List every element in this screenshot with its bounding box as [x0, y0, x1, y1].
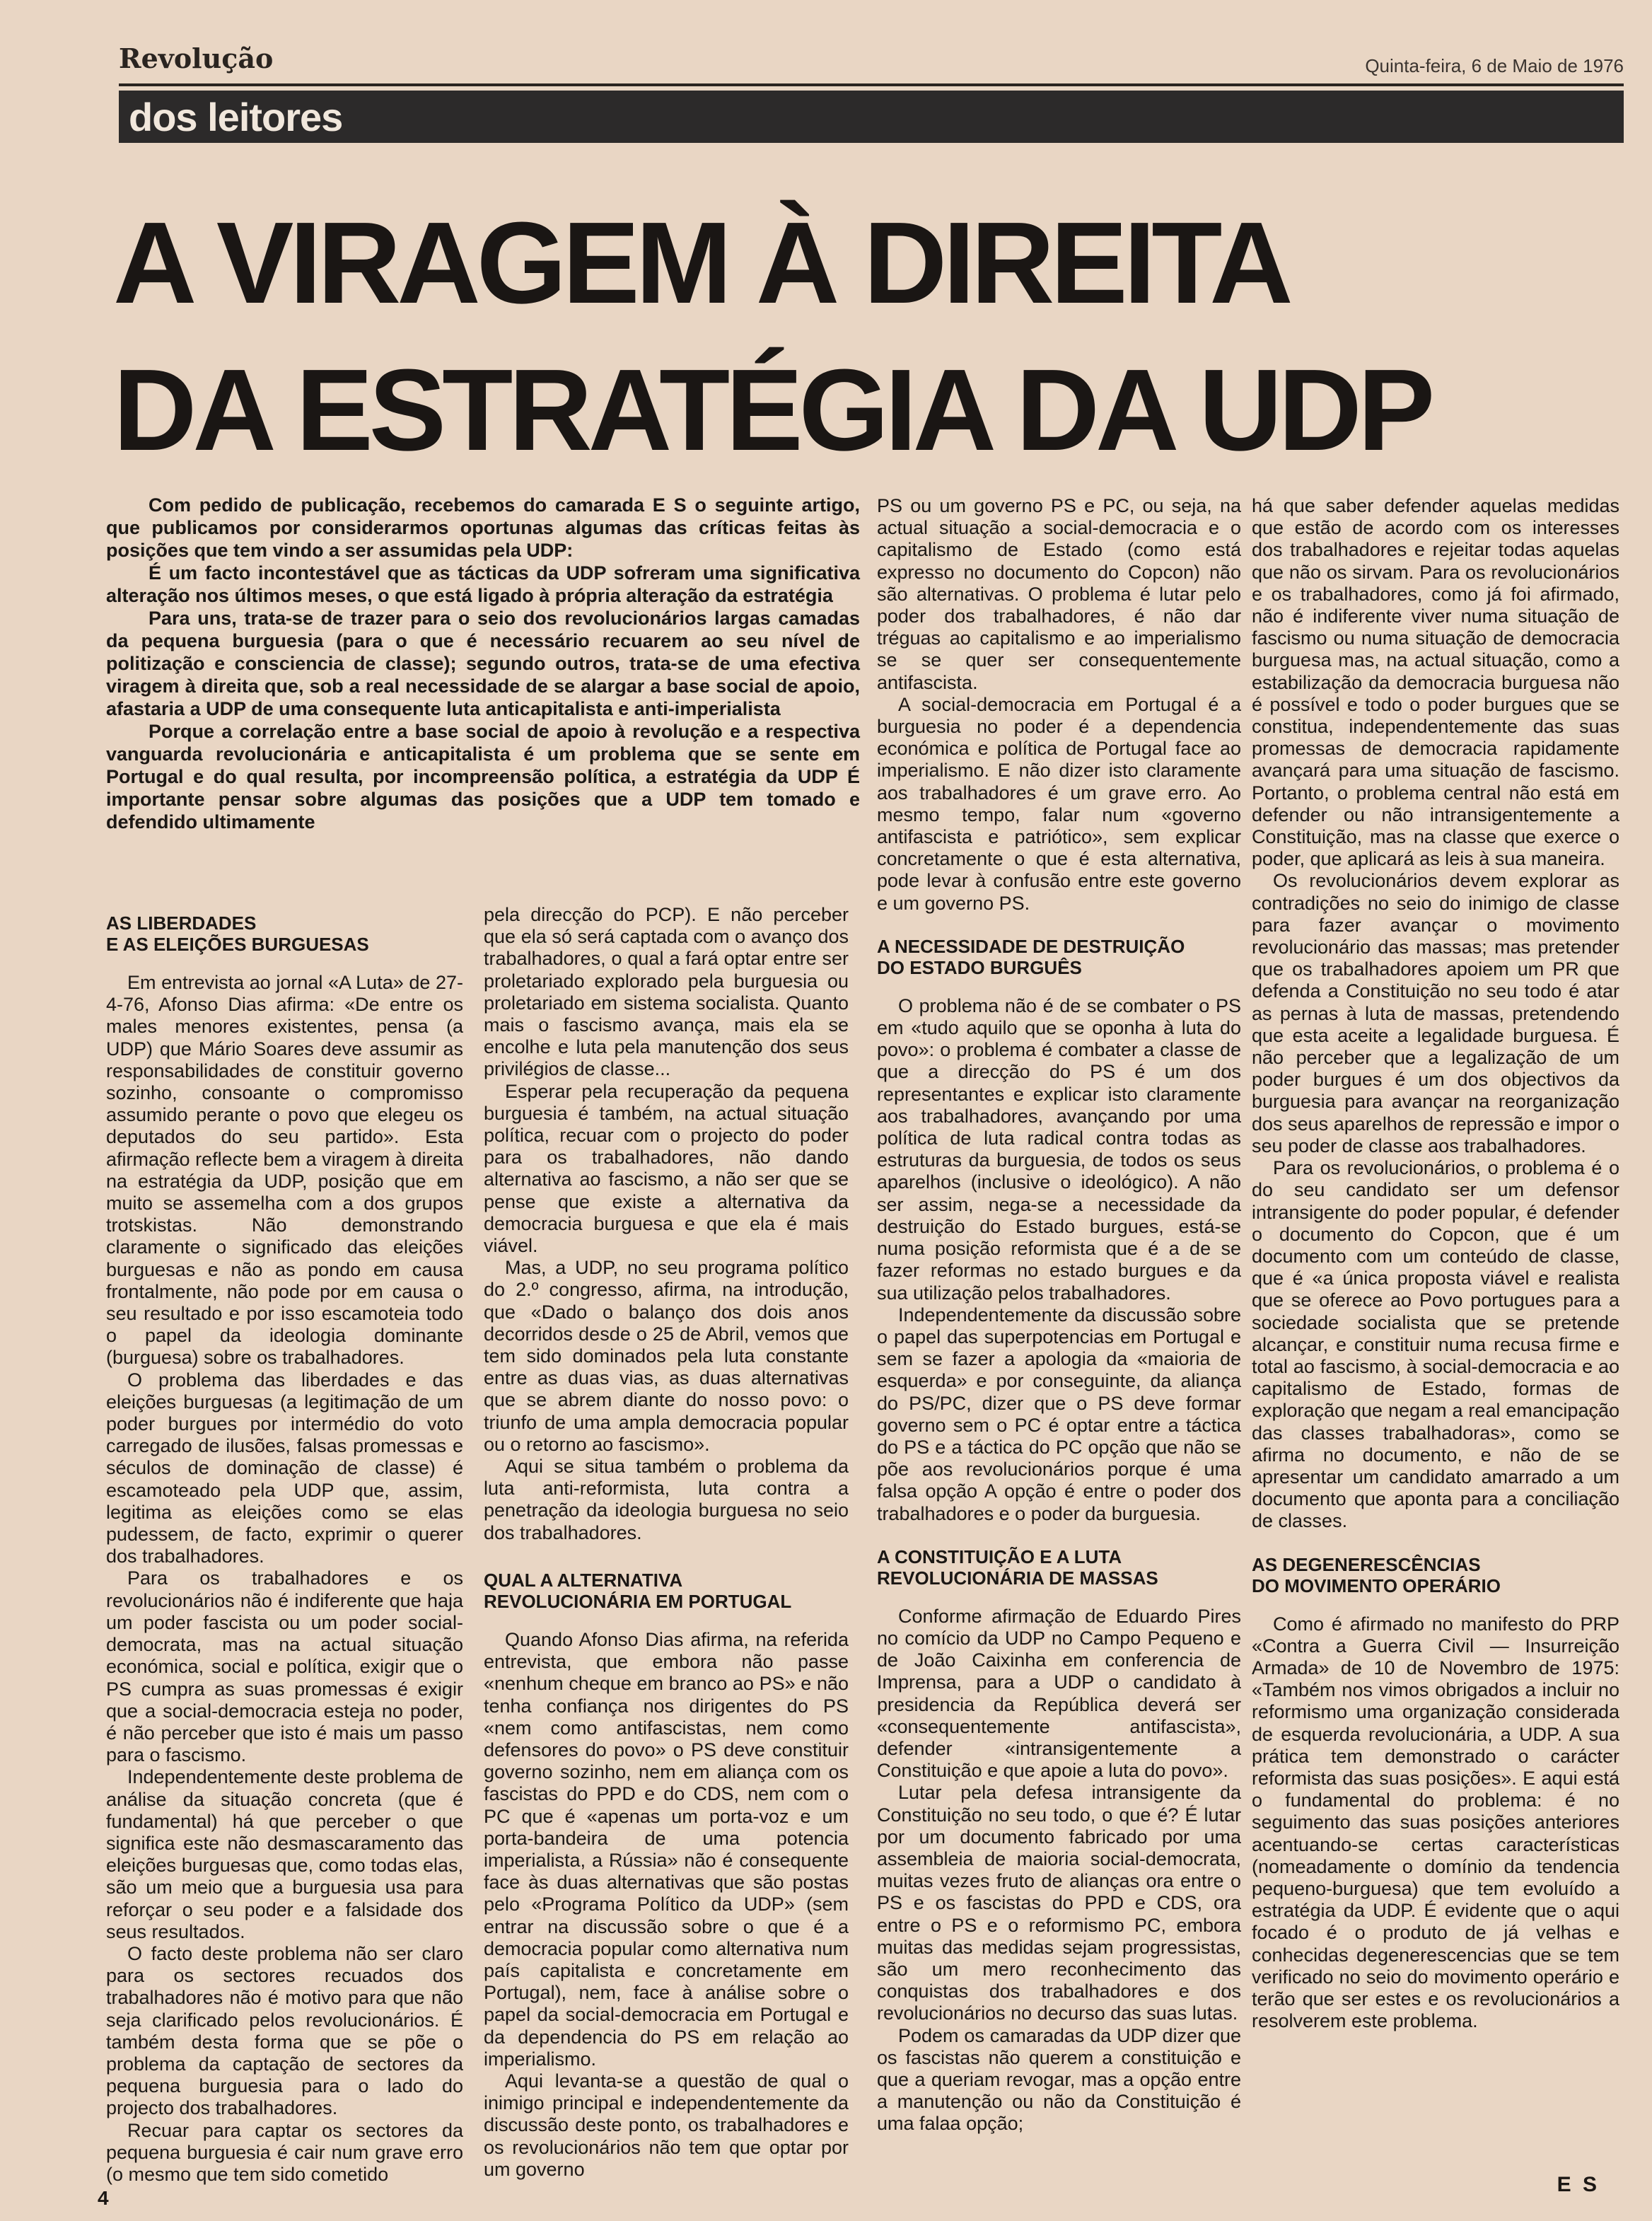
body-paragraph: Lutar pela defesa intransigente da Constituição no seu todo, o que é? É lutar por um documento fabricado por uma assembleia de maioria social-democrata, muitas vezes fruto de alianças ora entre o PS e os fascistas do PPD e CDS, ora entre o PS e o reformismo PC, embora muitas das medidas sejam progressistas, são um mero reconhecimento das conquistas dos trabalhadores e dos revolucionários no decurso das suas lutas. [877, 1782, 1241, 2024]
body-paragraph: Para os revolucionários, o problema é o do seu candidato ser um defensor intransigente do poder popular, é defender o documento do Copcon, que é um documento com um conteúdo de classe, que é «a única proposta viável e realista que se oferece ao Povo portugues para a sociedade socialista que se pretende alcançar, e constituir numa recusa firme e total ao fascismo, à social-democracia e ao capitalismo de Estado, formas de exploração que negam a real emancipação das classes trabalhadoras», como se afirma no documento, e não de se apresentar um candidato amarrado a um documento que aponta para a conciliação de classes. [1252, 1157, 1619, 1532]
column-4 [1252, 495, 1619, 2032]
body-paragraph: A social-democracia em Portugal é a burguesia no poder é a dependencia económica e política de Portugal face ao imperialismo. E não dizer isto claramente aos trabalhadores é um grave erro. Ao mesmo tempo, falar num «governo antifascista e patriótico», sem explicar concretamente o que é esta alternativa, pode levar à confusão entre este governo e um governo PS. [877, 693, 1241, 914]
masthead: Revolução [119, 42, 274, 74]
subheading-line: A CONSTITUIÇÃO E A LUTA [877, 1546, 1122, 1567]
subheading-line: DO ESTADO BURGUÊS [877, 956, 1082, 978]
page-number: 4 [98, 2187, 109, 2209]
body-paragraph: Recuar para captar os sectores da pequena burguesia é cair num grave erro (o mesmo que tem sido cometido [106, 2119, 463, 2185]
body-paragraph: O facto deste problema não ser claro para os sectores recuados dos trabalhadores não é motivo para que não seja clarificado pelos revolucionários. É também desta forma que se põe o problema da captação de sectores da pequena burguesia para o lado do projecto dos trabalhadores. [106, 1942, 463, 2119]
subheading-line: DO MOVIMENTO OPERÁRIO [1252, 1575, 1501, 1596]
body-paragraph: Como é afirmado no manifesto do PRP «Contra a Guerra Civil — Insurreição Armada» de 10 de Novembro de 1975: «Também nos vimos obrigados a incluir no reformismo uma organização considerada de esquerda revolucionária, a UDP. A sua prática tem demonstrado o carácter reformista das suas posições». E aqui está o fundamental do problema: é no seguimento das suas posições anteriores acentuando-se certas características (nomeadamente o domínio da tendencia pequeno-burguesa) que tem evoluído a estratégia da UDP. É evidente que o aqui focado é o produto de já velhas e conhecidas degenerescencias que se tem verificado no seio do movimento operário e terão que ser estes e os revolucionários a resolverem este problema. [1252, 1613, 1619, 2032]
body-paragraph: Esperar pela recuperação da pequena burguesia é também, na actual situação política, recuar com o projecto do poder para os trabalhadores, não dando alternativa ao fascismo, a não ser que se pense que existe a alternativa da democracia burguesa e que ela é mais viável. [484, 1080, 849, 1257]
body-paragraph: pela direcção do PCP). E não perceber que ela só será captada com o avanço dos trabalhadores, o qual a fará optar entre ser proletariado explorado pela burguesia ou proletariado em sistema socialista. Quanto mais o fascismo avança, mais ela se encolhe e luta pela manutenção dos seus privilégios de classe... [484, 904, 849, 1080]
section-bar [119, 91, 1624, 143]
body-paragraph: Mas, a UDP, no seu programa político do 2.º congresso, afirma, na introdução, que «Dado o balanço dos dois anos decorridos desde o 25 de Abril, vemos que tem sido dominados pela luta constante entre as duas vias, as duas alternativas que se abrem diante do nosso povo: o triunfo de uma ampla democracia popular ou o retorno ao fascismo». [484, 1257, 849, 1455]
intro-paragraph: Para uns, trata-se de trazer para o seio dos revolucionários largas camadas da pequena burguesia (para o que é necessário recuarem ao seu nível de politização e consciencia de classe); segundo outros, trata-se de uma efectiva viragem à direita que, sob a real necessidade de se alargar a base social de apoio, afastaria a UDP de uma consequente luta anticapitalista e anti-imperialista [106, 608, 860, 719]
column-2 [484, 904, 849, 2181]
body-paragraph: Independentemente deste problema de análise da situação concreta (que é fundamental) há que perceber o que significa este não desmascaramento das eleições burguesas que, como todas elas, são um meio que a burguesia usa para reforçar o seu poder e a falsidade dos seus resultados. [106, 1766, 463, 1942]
body-paragraph: PS ou um governo PS e PC, ou seja, na actual situação a social-democracia e o capitalismo de Estado (como está expresso no documento do Copcon) não são alternativas. O problema é lutar pelo poder dos trabalhadores, é não dar tréguas ao capitalismo e ao imperialismo se se quer ser consequentemente antifascista. [877, 495, 1241, 693]
column-3 [877, 495, 1241, 2135]
headline-line-1: A VIRAGEM À DIREITA [113, 198, 1289, 327]
body-paragraph: Aqui levanta-se a questão de qual o inimigo principal e independentemente da discussão deste ponto, os trabalhadores e os revolucionários não tem que optar por um governo [484, 2070, 849, 2180]
body-paragraph: Independentemente da discussão sobre o papel das superpotencias em Portugal e sem se fazer a apologia da «maioria de esquerda» e por conseguinte, da aliança do PS/PC, dizer que o PS deve formar governo sem o PC é optar entre a táctica do PS e a táctica do PC opção que não se põe aos revolucionários porque é uma falsa opção A opção é entre o poder dos trabalhadores e o poder da burguesia. [877, 1304, 1241, 1524]
subheading [877, 936, 1241, 978]
body-paragraph: há que saber defender aquelas medidas que estão de acordo com os interesses dos trabalhadores e rejeitar todas aquelas que não os sirvam. Para os revolucionários e os trabalhadores, como já foi afirmado, não é indiferente viver numa situação de fascismo ou numa situação de democracia burguesa mas, na actual situação, como a estabilização da democracia burguesa não é possível e todo o poder burgues que se constitua, independentemente das suas promessas de democracia rapidamente avançará para uma situação de fascismo. Portanto, o problema central não está em defender ou não intransigentemente a Constituição, mas na classe que exerce o poder, que aplicará as leis à sua maneira. [1252, 495, 1619, 870]
article-intro [106, 494, 860, 833]
subheading [1252, 1554, 1619, 1596]
section-label: dos leitores [129, 94, 343, 139]
subheading [106, 912, 463, 955]
body-paragraph: Podem os camaradas da UDP dizer que os fascistas não querem a constituição e que a queriam revogar, mas a opção entre a manutenção ou não da Constituição é uma falaa opção; [877, 2024, 1241, 2135]
author-signature: E S [1557, 2173, 1600, 2196]
subheading-line: REVOLUCIONÁRIA DE MASSAS [877, 1567, 1158, 1589]
body-paragraph: Quando Afonso Dias afirma, na referida entrevista, que embora não passe «nenhum cheque em branco ao PS» e não tenha confiança nos dirigentes do PS «nem como antifascistas, nem como defensores do povo» o PS deve constituir governo sozinho, nem em aliança com os fascistas do PPD e do CDS, nem com o PC que é «apenas um porta-voz e um porta-bandeira de uma potencia imperialista, a Rússia» não é consequente face às duas alternativas que são postas pelo «Programa Político da UDP» (sem entrar na discussão sobre o que é a democracia popular como alternativa num país capitalista e concretamente em Portugal), nem, face à análise sobre o papel da social-democracia em Portugal e da dependencia do PS em relação ao imperialismo. [484, 1628, 849, 2070]
intro-paragraph: É um facto incontestável que as tácticas da UDP sofreram uma significativa alteração nos últimos meses, o que está ligado à própria alteração da estratégia [106, 562, 860, 606]
subheading-line: E AS ELEIÇÕES BURGUESAS [106, 934, 369, 955]
subheading [484, 1570, 849, 1612]
subheading-line: A NECESSIDADE DE DESTRUIÇÃO [877, 935, 1185, 957]
headline-line-2: DA ESTRATÉGIA DA UDP [113, 345, 1431, 475]
subheading [877, 1546, 1241, 1589]
intro-paragraph: Com pedido de publicação, recebemos do camarada E S o seguinte artigo, que publicamos por considerarmos oportunas algumas das críticas feitas às posições que tem vindo a ser assumidas pela UDP: [106, 494, 860, 561]
headline [113, 190, 1612, 484]
intro-paragraph: Porque a correlação entre a base social de apoio à revolução e a respectiva vanguarda revolucionária e anticapitalista é um problema que se sente em Portugal e do qual resulta, por incompreensão política, a estratégia da UDP É importante pensar sobre algumas das posições que a UDP tem tomado e defendido ultimamente [106, 721, 860, 833]
subheading-line: REVOLUCIONÁRIA EM PORTUGAL [484, 1590, 792, 1612]
body-paragraph: Os revolucionários devem explorar as contradições no seio do inimigo de classe para fazer avançar o movimento revolucionário das massas; mas pretender que os trabalhadores apoiem um PR que defenda a Constituição no seu todo é atar as pernas à luta de massas, pretendendo que esta aceite a legalidade burguesa. É não perceber que a legalização de um poder burgues é um dos objectivos da burguesia para avançar na reorganização dos seus aparelhos de repressão e impor o seu poder de classe aos trabalhadores. [1252, 870, 1619, 1156]
issue-date: Quinta-feira, 6 de Maio de 1976 [1365, 55, 1624, 76]
column-1 [106, 912, 463, 2186]
subheading-line: QUAL A ALTERNATIVA [484, 1569, 683, 1591]
body-paragraph: O problema não é de se combater o PS em «tudo aquilo que se oponha à luta do povo»: o problema é combater a classe de que a direcção do PS é um dos representantes e explicar isto claramente aos trabalhadores, avançando por uma política de luta radical contra todas as estruturas da burguesia, de todos os seus aparelhos (inclusive o ideológico). A não ser assim, nega-se a necessidade da destruição do Estado burgues, está-se numa posição reformista que é a de se fazer reformas no estado burgues e da sua utilização pelos trabalhadores. [877, 994, 1241, 1304]
header-rule [119, 83, 1624, 86]
body-paragraph: Aqui se situa também o problema da luta anti-reformista, luta contra a penetração da ideologia burguesa no seio dos trabalhadores. [484, 1456, 849, 1543]
body-paragraph: Em entrevista ao jornal «A Luta» de 27-4-76, Afonso Dias afirma: «De entre os males menores existentes, pensa (a UDP) que Mário Soares deve assumir as responsabilidades de constituir governo sozinho, consoante o compromisso assumido perante o povo que elegeu os deputados do seu partido». Esta afirmação reflecte bem a viragem à direita na estratégia da UDP, posição que em muito se assemelha com a dos grupos trotskistas. Não demonstrando claramente o significado das eleições burguesas e não as pondo em causa frontalmente, não pode por em causa o seu resultado e por isso escamoteia todo o papel da ideologia dominante (burguesa) sobre os trabalhadores. [106, 972, 463, 1369]
subheading-line: AS LIBERDADES [106, 912, 257, 934]
body-paragraph: O problema das liberdades e das eleições burguesas (a legitimação de um poder burgues por intermédio do voto carregado de ilusões, falsas promessas e séculos de dominação de classe) é escamoteado pela UDP que, assim, legitima as eleições como se elas pudessem, de facto, exprimir o querer dos trabalhadores. [106, 1369, 463, 1567]
body-paragraph: Conforme afirmação de Eduardo Pires no comício da UDP no Campo Pequeno e de João Caixinha em conferencia de Imprensa, para a UDP o candidato à presidencia da República deverá ser «consequentemente antifascista», defender «intransigentemente a Constituição e que apoie a luta do povo». [877, 1605, 1241, 1782]
subheading-line: AS DEGENERESCÊNCIAS [1252, 1553, 1481, 1575]
body-paragraph: Para os trabalhadores e os revolucionários não é indiferente que haja um poder fascista ou um poder social-democrata, mas na actual situação económica, social e política, exigir que o PS cumpra as suas promessas é exigir que a social-democracia esteja no poder, é não perceber que isto é mais um passo para o fascismo. [106, 1567, 463, 1766]
